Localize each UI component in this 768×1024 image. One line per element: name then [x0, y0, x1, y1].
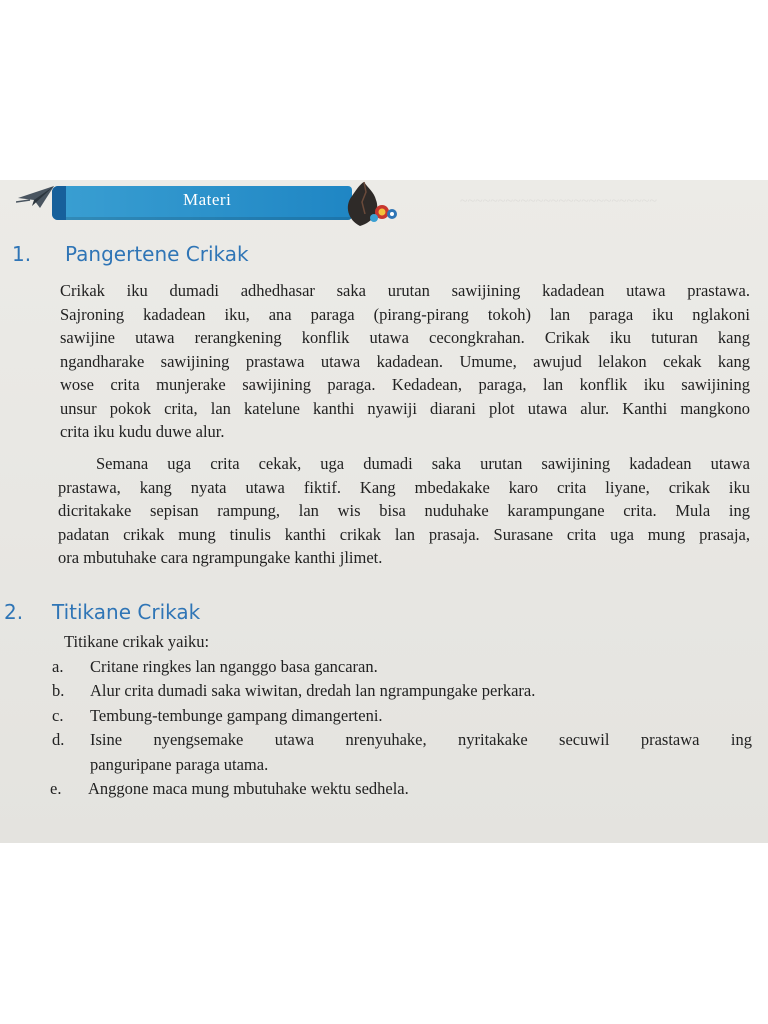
section-2-list — [50, 630, 752, 802]
list-item — [52, 679, 752, 704]
list-item — [52, 728, 752, 777]
text-line: ngandharake sawijining prastawa utawa kadadean. Umume, awujud lelakon cekak kang — [60, 351, 750, 371]
list-item-label: c. — [52, 705, 64, 725]
wayang-ornament-icon — [340, 180, 402, 228]
text-line: Semana uga crita cekak, uga dumadi saka urutan sawijining kadadean utawa — [96, 454, 750, 473]
list-item-text: Tembung-tembunge gampang dimangerteni. — [90, 705, 383, 725]
section-1-paragraph-1 — [60, 279, 750, 444]
section-1-heading — [12, 242, 312, 268]
list-item-label: e. — [50, 779, 62, 798]
section-2-number: 2. — [4, 600, 24, 624]
paper-plane-icon — [16, 184, 56, 210]
banner-title: Materi — [183, 190, 232, 209]
text-line: Crikak iku dumadi adhedhasar saka urutan sawijining kadadean utawa prastawa. — [60, 281, 750, 300]
book-page — [0, 180, 768, 843]
list-item-text-continued: panguripane paraga utama. — [90, 754, 269, 774]
section-1-number: 1. — [12, 242, 32, 266]
list-item — [50, 777, 752, 802]
banner-tab — [52, 186, 66, 220]
list-item — [52, 655, 752, 680]
list-item-label: a. — [52, 656, 64, 676]
list-item-text: Alur crita dumadi saka wiwitan, dredah lan ngrampungake perkara. — [90, 681, 536, 700]
show-through-text: ~~~~~~~~~~~~~~~~~~~~~~~~~~ — [460, 194, 657, 209]
text-line: ora mbutuhake cara ngrampungake kanthi jlimet. — [58, 548, 383, 567]
list-item — [52, 704, 752, 729]
text-line: padatan crikak mung tinulis kanthi crikak lan prasaja. Surasane crita uga mung prasaja, — [58, 524, 750, 544]
section-2-title: Titikane Crikak — [52, 600, 201, 624]
text-line: unsur pokok crita, lan katelune kanthi nyawiji diarani plot utawa alur. Kanthi mangkono — [60, 398, 750, 418]
text-line: crita iku kudu duwe alur. — [60, 422, 225, 441]
list-intro: Titikane crikak yaiku: — [64, 632, 210, 651]
section-1-paragraph-2 — [58, 452, 750, 570]
list-item-label: d. — [52, 730, 65, 749]
section-1-title: Pangertene Crikak — [65, 242, 249, 266]
list-item-text: Isine nyengsemake utawa nrenyuhake, nyritakake secuwil prastawa ing — [90, 730, 752, 749]
text-line: prastawa, kang nyata utawa fiktif. Kang mbedakake karo crita liyane, crikak iku — [58, 477, 750, 497]
list-item-text: Anggone maca mung mbutuhake wektu sedhela. — [88, 779, 409, 798]
list-item-text: Critane ringkes lan nganggo basa gancaran. — [90, 656, 378, 676]
list-item-label: b. — [52, 681, 65, 700]
text-line: wose crita munjerake sawijining paraga. Kedadean, paraga, lan konflik iku sawijining — [60, 375, 750, 394]
section-2-heading — [4, 600, 304, 626]
text-line: Sajroning kadadean iku, ana paraga (pirang-pirang tokoh) lan paraga iku nglakoni — [60, 304, 750, 324]
text-line: sawijine utawa rerangkening konflik utawa cecongkrahan. Crikak iku tuturan kang — [60, 328, 750, 347]
text-line: dicritakake sepisan rampung, lan wis bisa nuduhake karampungane crita. Mula ing — [58, 501, 750, 520]
